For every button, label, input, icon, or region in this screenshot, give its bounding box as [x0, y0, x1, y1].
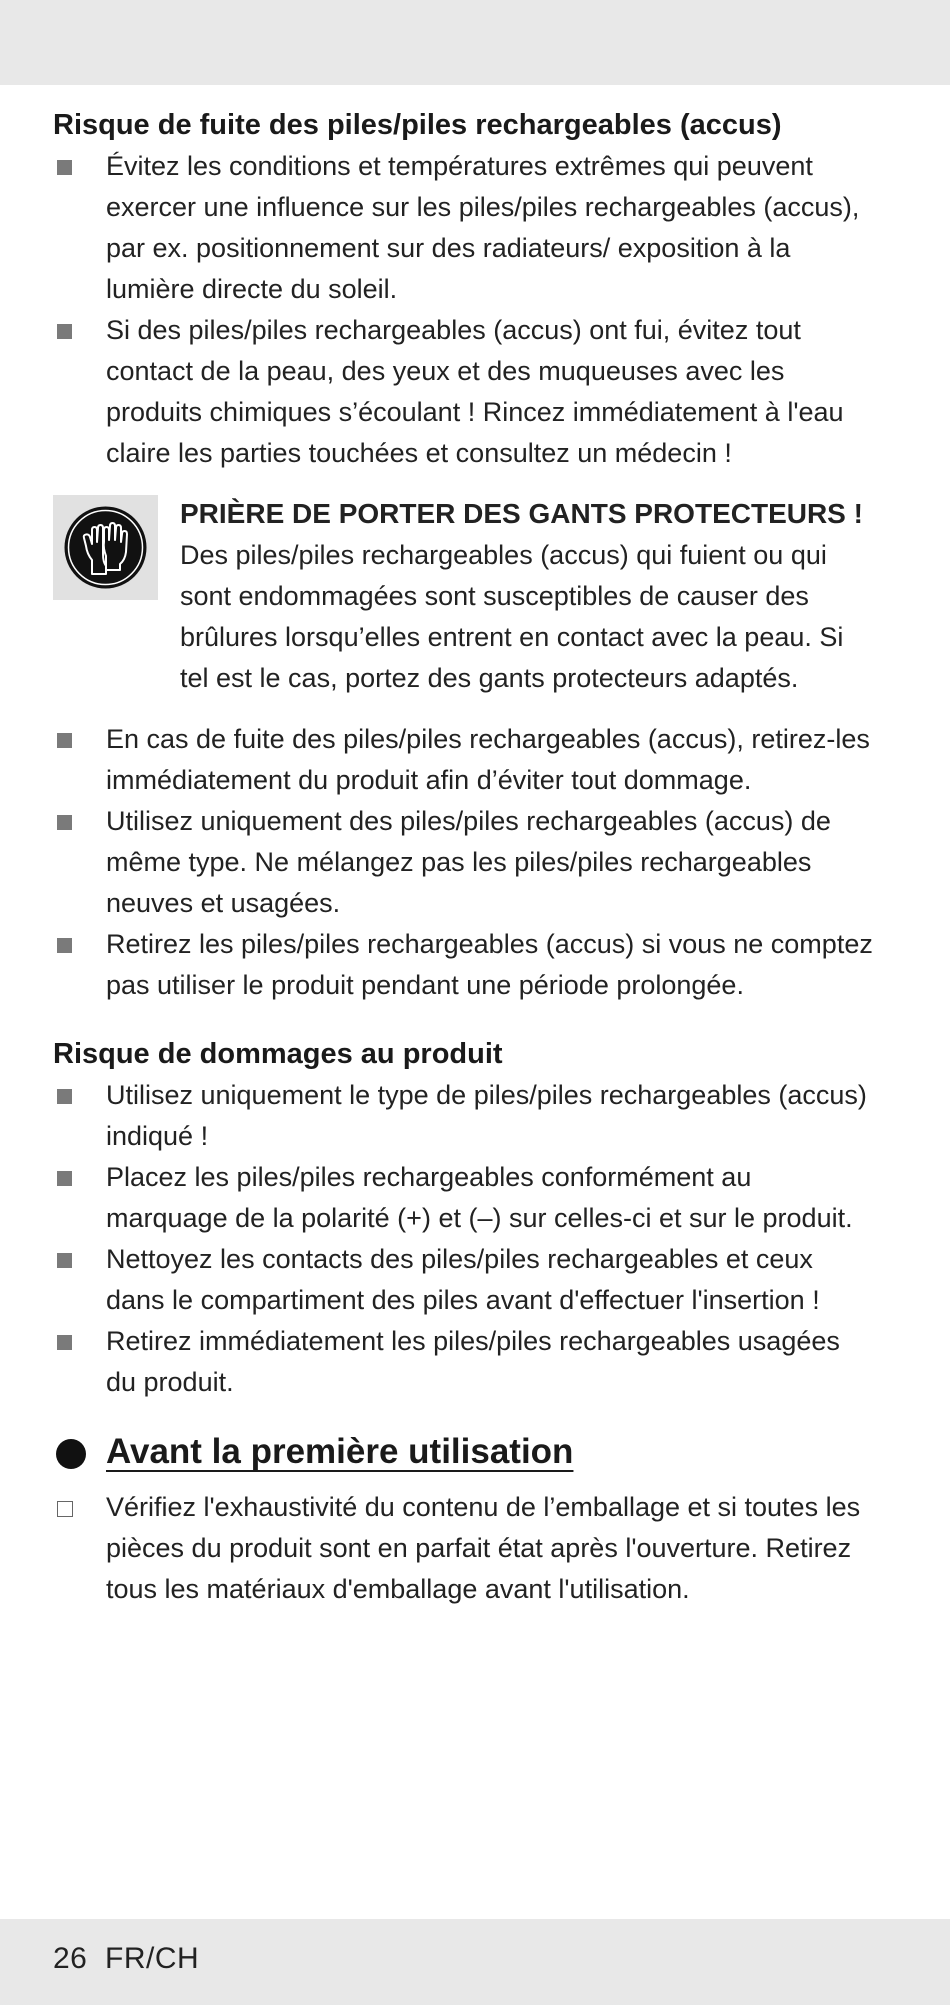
section-title-first-use: Avant la première utilisation — [106, 1432, 574, 1471]
square-bullet-icon — [57, 733, 72, 748]
leak-handling-list — [53, 719, 873, 1006]
list-item: Si des piles/piles rechargeables (accus) ont fui, évitez tout contact de la peau, des yeux et des muqueuses avec les produits chimiques s’écoulant ! Rincez immédiatement à l'eau claire les parties touchées et consultez un médecin ! — [53, 310, 873, 474]
list-item: Retirez les piles/piles rechargeables (accus) si vous ne comptez pas utiliser le produit pendant une période prolongée. — [53, 924, 873, 1006]
gloves-warning-text — [180, 493, 873, 699]
square-bullet-icon — [57, 1171, 72, 1186]
warning-title: PRIÈRE DE PORTER DES GANTS PROTECTEURS ! — [180, 498, 863, 529]
page-header-band — [0, 0, 950, 85]
list-item: Retirez immédiatement les piles/piles rechargeables usagées du produit. — [53, 1321, 873, 1403]
square-bullet-icon — [57, 1089, 72, 1104]
gloves-warning-block — [53, 493, 873, 699]
list-item: Vérifiez l'exhaustivité du contenu de l’emballage et si toutes les pièces du produit sont en parfait état après l'ouverture. Retirez tous les matériaux d'emballage avant l'utilisation. — [53, 1487, 873, 1610]
list-item: Nettoyez les contacts des piles/piles rechargeables et ceux dans le compartiment des piles avant d'effectuer l'insertion ! — [53, 1239, 873, 1321]
list-item: Placez les piles/piles rechargeables conformément au marquage de la polarité (+) et (–) sur celles-ci et sur le produit. — [53, 1157, 873, 1239]
square-bullet-icon — [57, 815, 72, 830]
page-content — [53, 105, 873, 1610]
warning-body: Des piles/piles rechargeables (accus) qui fuient ou qui sont endommagées sont susceptibles de causer des brûlures lorsqu’elles entrent en contact avec la peau. Si tel est le cas, portez des gants protecteurs adaptés. — [180, 540, 844, 693]
list-item: En cas de fuite des piles/piles rechargeables (accus), retirez-les immédiatement du produit afin d’éviter tout dommage. — [53, 719, 873, 801]
leak-risk-list — [53, 146, 873, 474]
list-item: Utilisez uniquement le type de piles/piles rechargeables (accus) indiqué ! — [53, 1075, 873, 1157]
list-item: Utilisez uniquement des piles/piles rechargeables (accus) de même type. Ne mélangez pas les piles/piles rechargeables neuves et usagées. — [53, 801, 873, 924]
square-bullet-icon — [57, 1335, 72, 1350]
product-damage-section — [53, 1034, 873, 1403]
page-footer — [53, 1942, 199, 1976]
square-bullet-icon — [57, 160, 72, 175]
square-bullet-icon — [57, 1253, 72, 1268]
language-code: FR/CH — [105, 1942, 200, 1975]
first-use-heading — [53, 1427, 873, 1487]
section-heading-product-damage: Risque de dommages au produit — [53, 1038, 503, 1070]
section-heading-leak-risk: Risque de fuite des piles/piles rechargeables (accus) — [53, 109, 782, 141]
list-item: Évitez les conditions et températures extrêmes qui peuvent exercer une influence sur les piles/piles rechargeables (accus), par ex. positionnement sur des radiateurs/ exposition à la lumière directe du soleil. — [53, 146, 873, 310]
first-use-list — [53, 1487, 873, 1610]
circle-bullet-icon — [56, 1439, 86, 1469]
gloves-icon — [53, 495, 158, 600]
product-damage-list — [53, 1075, 873, 1403]
page-number: 26 — [53, 1942, 88, 1975]
square-bullet-icon — [57, 324, 72, 339]
checkbox-icon — [57, 1501, 73, 1517]
square-bullet-icon — [57, 938, 72, 953]
